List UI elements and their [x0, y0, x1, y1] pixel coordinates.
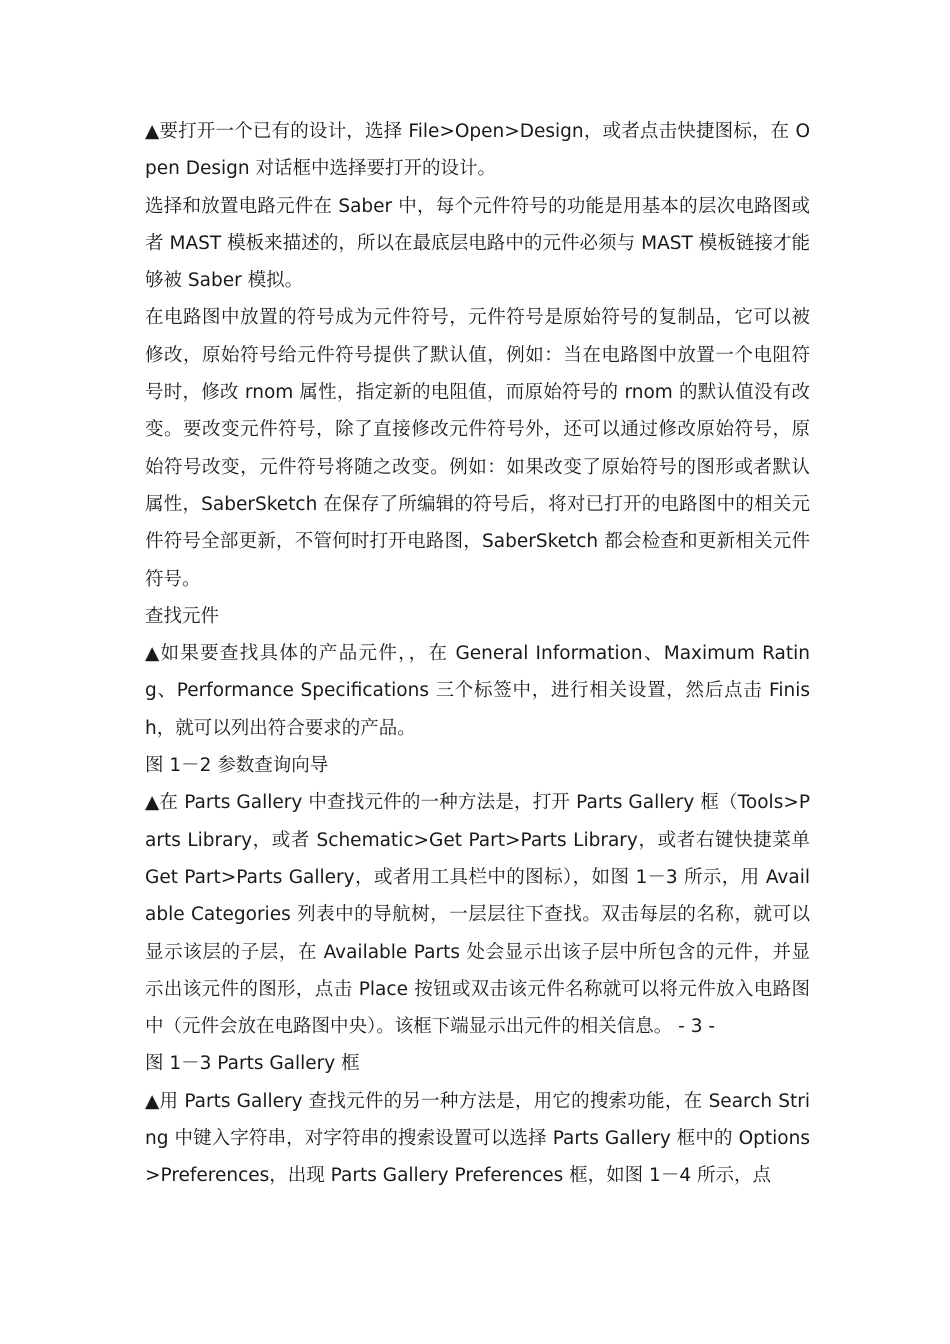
paragraph-select-place-components: 选择和放置电路元件在 Saber 中，每个元件符号的功能是用基本的层次电路图或者 MAST 模板来描述的，所以在最底层电路中的元件必须与 MAST 模板链接才能够被 Saber 模拟。: [145, 195, 810, 292]
paragraph-open-design: ▲要打开一个已有的设计，选择 File>Open>Design，或者点击快捷图标，在 Open Design 对话框中选择要打开的设计。: [145, 121, 810, 180]
document-body: [145, 113, 810, 1195]
paragraph-parts-gallery-navigation: ▲在 Parts Gallery 中查找元件的一种方法是，打开 Parts Gallery 框（Tools>Parts Library，或者 Schematic>Get Part>Parts Library，或者右键快捷菜单 Get Part>Parts Gallery，或者用工具栏中的图标），如图 1－3 所示，用 Available Categories 列表中的导航树，一层层往下查找。双击每层的名称，就可以显示该层的子层，在 Available Parts 处会显示出该子层中所包含的元件，并显示出该元件的图形，点击 Place 按钮或双击该元件名称就可以将元件放入电路图中（元件会放在电路图中央）。该框下端显示出元件的相关信息。 - 3 -: [145, 792, 810, 1038]
section-heading-find-components: 查找元件: [145, 605, 220, 627]
paragraph-component-symbols: 在电路图中放置的符号成为元件符号，元件符号是原始符号的复制品，它可以被修改，原始符号给元件符号提供了默认值，例如：当在电路图中放置一个电阻符号时，修改 rnom 属性，指定新的电阻值，而原始符号的 rnom 的默认值没有改变。要改变元件符号，除了直接修改元件符号外，还可以通过修改原始符号，原始符号改变，元件符号将随之改变。例如：如果改变了原始符号的图形或者默认属性，SaberSketch 在保存了所编辑的符号后，将对已打开的电路图中的相关元件符号全部更新，不管何时打开电路图，SaberSketch 都会检查和更新相关元件符号。: [145, 307, 810, 590]
figure-caption-1-3: 图 1－3 Parts Gallery 框: [145, 1053, 360, 1075]
paragraph-parts-gallery-search: ▲用 Parts Gallery 查找元件的另一种方法是，用它的搜索功能，在 Search String 中键入字符串，对字符串的搜索设置可以选择 Parts Gallery 框中的 Options>Preferences，出现 Parts Gallery Preferences 框，如图 1－4 所示，点: [145, 1090, 810, 1187]
figure-caption-1-2: 图 1－2 参数查询向导: [145, 755, 329, 777]
paragraph-find-product-components: ▲如果要查找具体的产品元件，，在 General Information、Maximum Rating、Performance Specifications 三个标签中，进行相关设置，然后点击 Finish，就可以列出符合要求的产品。: [145, 643, 810, 739]
